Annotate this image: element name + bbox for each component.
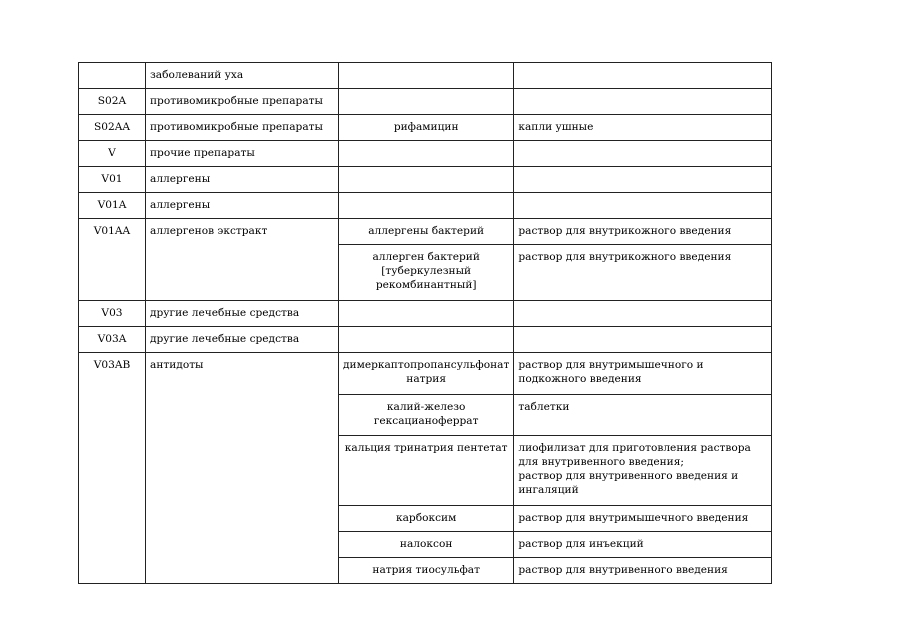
dosage-form-cell xyxy=(514,89,772,115)
dosage-form-cell xyxy=(514,506,772,532)
dosage-form-text: раствор для внутримышечного введения xyxy=(518,512,749,524)
table-row xyxy=(79,115,772,141)
dosage-form-text: раствор для внутривенного введения и ингаляций xyxy=(518,470,739,496)
atc-code-cell: V03A xyxy=(79,327,146,353)
medication-cell: аллерген бактерий [туберкулезный рекомбинантный] xyxy=(339,245,514,301)
table-row xyxy=(79,219,772,245)
group-name-cell: антидоты xyxy=(146,353,339,584)
group-name-cell: другие лечебные средства xyxy=(146,327,339,353)
medication-cell xyxy=(339,193,514,219)
medication-cell: калий-железо гексацианоферрат xyxy=(339,395,514,436)
dosage-form-cell xyxy=(514,193,772,219)
group-name-cell: аллергены xyxy=(146,167,339,193)
dosage-form-cell xyxy=(514,327,772,353)
atc-drug-table xyxy=(78,62,772,584)
medication-cell xyxy=(339,63,514,89)
table-row xyxy=(79,63,772,89)
medication-cell xyxy=(339,327,514,353)
table-row xyxy=(79,301,772,327)
atc-code-cell: V01A xyxy=(79,193,146,219)
dosage-form-text: раствор для внутривенного введения xyxy=(518,564,728,576)
atc-code-cell: S02AA xyxy=(79,115,146,141)
atc-code-cell: S02A xyxy=(79,89,146,115)
group-name-cell: заболеваний уха xyxy=(146,63,339,89)
dosage-form-cell xyxy=(514,167,772,193)
dosage-form-text: раствор для инъекций xyxy=(518,538,644,550)
dosage-form-text: раствор для внутрикожного введения xyxy=(518,251,732,263)
atc-code-cell: V03 xyxy=(79,301,146,327)
group-name-cell: другие лечебные средства xyxy=(146,301,339,327)
dosage-form-text: лиофилизат для приготовления раствора для внутривенного введения; xyxy=(518,442,751,468)
medication-cell: натрия тиосульфат xyxy=(339,558,514,584)
table-row xyxy=(79,193,772,219)
dosage-form-cell xyxy=(514,558,772,584)
group-name-cell: прочие препараты xyxy=(146,141,339,167)
table-row xyxy=(79,141,772,167)
table-row xyxy=(79,327,772,353)
medication-cell: налоксон xyxy=(339,532,514,558)
atc-code-cell xyxy=(79,63,146,89)
group-name-cell: противомикробные препараты xyxy=(146,115,339,141)
atc-code-cell: V xyxy=(79,141,146,167)
dosage-form-cell xyxy=(514,63,772,89)
dosage-form-cell xyxy=(514,219,772,245)
dosage-form-text: раствор для внутрикожного введения xyxy=(518,225,732,237)
dosage-form-text: раствор для внутримышечного и подкожного введения xyxy=(518,359,704,385)
group-name-cell: аллергенов экстракт xyxy=(146,219,339,301)
dosage-form-cell xyxy=(514,115,772,141)
atc-code-cell: V01AA xyxy=(79,219,146,301)
table-row xyxy=(79,89,772,115)
dosage-form-cell xyxy=(514,436,772,506)
medication-cell: рифамицин xyxy=(339,115,514,141)
medication-cell xyxy=(339,141,514,167)
dosage-form-cell xyxy=(514,353,772,395)
medication-cell xyxy=(339,89,514,115)
medication-cell xyxy=(339,167,514,193)
group-name-cell: аллергены xyxy=(146,193,339,219)
dosage-form-text: таблетки xyxy=(518,401,570,413)
atc-code-cell: V03AB xyxy=(79,353,146,584)
group-name-cell: противомикробные препараты xyxy=(146,89,339,115)
atc-code-cell: V01 xyxy=(79,167,146,193)
dosage-form-cell xyxy=(514,301,772,327)
table-row xyxy=(79,167,772,193)
dosage-form-cell xyxy=(514,141,772,167)
dosage-form-cell xyxy=(514,532,772,558)
medication-cell: аллергены бактерий xyxy=(339,219,514,245)
medication-cell: кальция тринатрия пентетат xyxy=(339,436,514,506)
dosage-form-cell xyxy=(514,245,772,301)
table-row xyxy=(79,353,772,395)
medication-cell: карбоксим xyxy=(339,506,514,532)
medication-cell: димеркаптопропансульфонат натрия xyxy=(339,353,514,395)
dosage-form-cell xyxy=(514,395,772,436)
medication-cell xyxy=(339,301,514,327)
dosage-form-text: капли ушные xyxy=(518,121,594,133)
